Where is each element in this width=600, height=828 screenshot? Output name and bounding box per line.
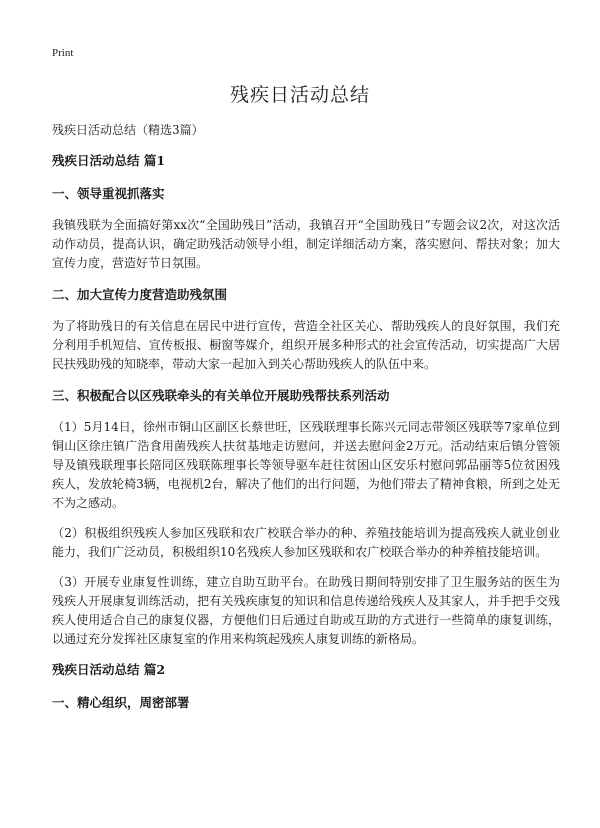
section-3-paragraph-1: （1）5月14日，徐州市铜山区副区长蔡世旺，区残联理事长陈兴元同志带领区残联等7家单位到铜山区徐庄镇广浩食用菌残疾人扶贫基地走访慰问，并送去慰问金2万元。活动结束后镇分管领导及镇残联理事长陪同区残联陈理事长等领导驱车赶往贫困山区安乐村慰问郭品丽等5位贫困残疾人，发放轮椅3辆，电视机2台，解决了他们的出行问题，为他们带去了精神食粮，所到之处无不为之感动。 [52, 420, 560, 510]
section-3-paragraph-2: （2）积极组织残疾人参加区残联和农广校联合举办的种、养殖技能培训为提高残疾人就业创业能力，我们广泛动员，积极组织10名残疾人参加区残联和农广校联合举办的种养植技能培训。 [52, 526, 560, 559]
section-2-heading: 二、加大宣传力度营造助残氛围 [52, 287, 228, 302]
section-3-paragraph-3: （3）开展专业康复性训练，建立自助互助平台。在助残日期间特别安排了卫生服务站的医生为残疾人开展康复训练活动，把有关残疾康复的知识和信息传递给残疾人及其家人，并手把手交残疾人使用适合自己的康复仪器，方便他们日后通过自助或互助的方式进行一些简单的康复训练，以通过充分发挥社区康复室的作用来构筑起残疾人康复训练的新格局。 [52, 575, 560, 646]
section-1-paragraph: 我镇残联为全面搞好第xx次“全国助残日”活动，我镇召开“全国助残日”专题会议2次，对这次活动作动员，提高认识，确定助残活动领导小组，制定详细活动方案，落实慰问、帮扶对象；加大宣传力度，营造好节日氛围。 [52, 218, 560, 270]
section-3-heading: 三、积极配合以区残联牵头的有关单位开展助残帮扶系列活动 [52, 388, 390, 403]
document-subtitle: 残疾日活动总结（精选3篇） [52, 123, 204, 137]
article-body [52, 148, 560, 725]
section-1-heading: 一、领导重视抓落实 [52, 186, 165, 201]
article-2-heading: 残疾日活动总结 篇2 [52, 662, 166, 677]
article-1-heading: 残疾日活动总结 篇1 [52, 153, 166, 168]
page-title: 残疾日活动总结 [229, 84, 370, 106]
print-link[interactable]: Print [52, 47, 74, 59]
section-2-paragraph: 为了将助残日的有关信息在居民中进行宣传，营造全社区关心、帮助残疾人的良好氛围，我们充分利用手机短信、宣传板报、橱窗等媒介，组织开展多种形式的社会宣传活动，切实提高广大居民扶残助残的知晓率，带动大家一起加入到关心帮助残疾人的队伍中来。 [52, 319, 560, 371]
article-2-section-1-heading: 一、精心组织，周密部署 [52, 695, 190, 710]
